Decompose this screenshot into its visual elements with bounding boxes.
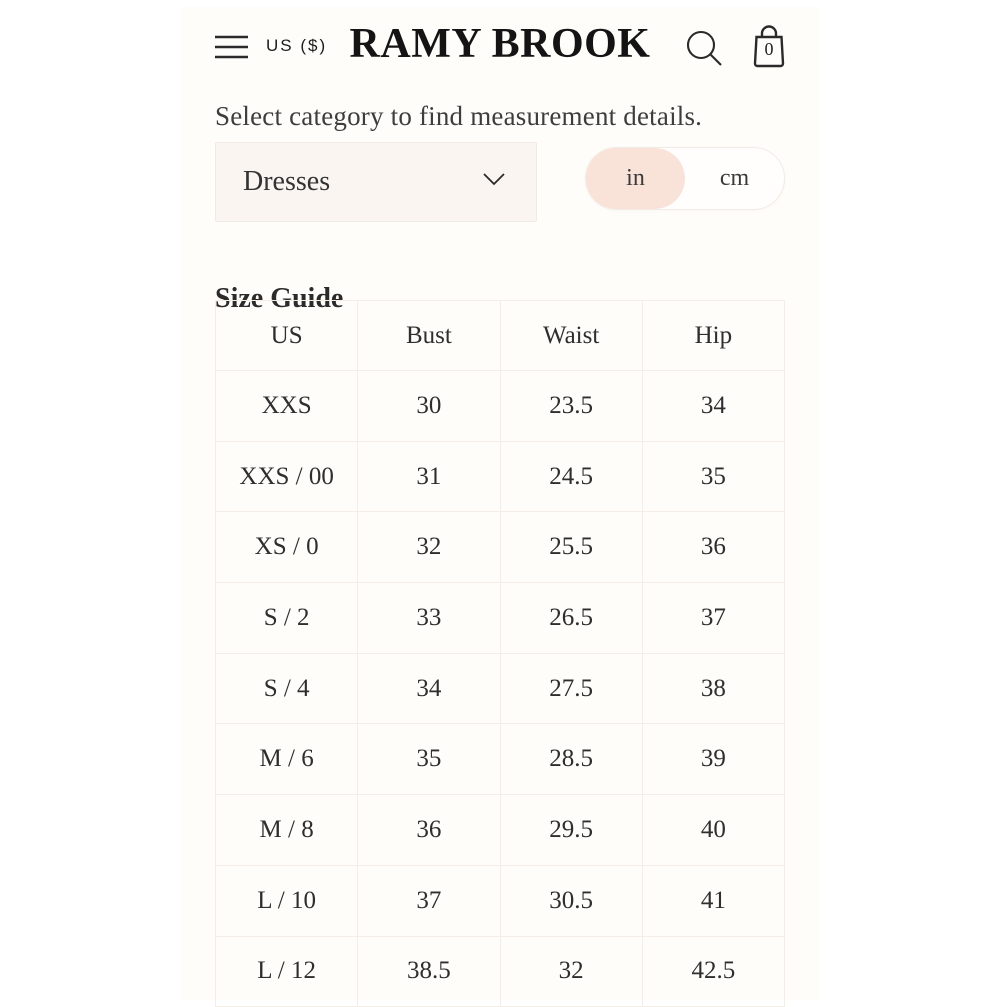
- cart-button[interactable]: [750, 23, 788, 71]
- table-row: [216, 865, 785, 936]
- table-cell: 34: [358, 653, 500, 724]
- search-button[interactable]: [684, 27, 726, 71]
- table-cell: XS / 0: [216, 512, 358, 583]
- hamburger-icon: [214, 48, 249, 63]
- table-cell: 30.5: [500, 865, 642, 936]
- table-cell: L / 12: [216, 936, 358, 1007]
- brand-logo[interactable]: RAMY BROOK: [349, 21, 651, 68]
- unit-option-cm[interactable]: cm: [719, 165, 750, 191]
- table-cell: 39: [642, 724, 784, 795]
- table-cell: 38.5: [358, 936, 500, 1007]
- table-column-header: Bust: [358, 301, 500, 371]
- table-row: [216, 512, 785, 583]
- table-cell: 28.5: [500, 724, 642, 795]
- table-cell: 29.5: [500, 795, 642, 866]
- table-cell: 25.5: [500, 512, 642, 583]
- table-cell: 23.5: [500, 371, 642, 442]
- table-cell: 24.5: [500, 441, 642, 512]
- table-column-header: Hip: [642, 301, 784, 371]
- size-table-head: [216, 301, 785, 371]
- page-viewport: [181, 0, 819, 1000]
- menu-button[interactable]: [214, 34, 249, 60]
- table-cell: 37: [642, 583, 784, 654]
- table-cell: 36: [358, 795, 500, 866]
- intro-text: Select category to find measurement details.: [215, 101, 703, 131]
- site-header: [181, 7, 819, 85]
- table-row: [216, 936, 785, 1007]
- table-cell: 42.5: [642, 936, 784, 1007]
- table-column-header: Waist: [500, 301, 642, 371]
- table-cell: M / 8: [216, 795, 358, 866]
- table-cell: 40: [642, 795, 784, 866]
- top-strip: [181, 0, 819, 7]
- table-cell: 41: [642, 865, 784, 936]
- table-cell: 30: [358, 371, 500, 442]
- category-dropdown-value: Dresses: [243, 166, 331, 197]
- table-header-row: [216, 301, 785, 371]
- table-cell: 31: [358, 441, 500, 512]
- chevron-down-icon: [483, 173, 505, 191]
- size-guide-table: [215, 300, 785, 1007]
- table-cell: 37: [358, 865, 500, 936]
- table-cell: 38: [642, 653, 784, 724]
- search-icon: [684, 59, 726, 74]
- table-cell: 33: [358, 583, 500, 654]
- table-cell: XXS: [216, 371, 358, 442]
- table-row: [216, 441, 785, 512]
- table-cell: M / 6: [216, 724, 358, 795]
- table-cell: 32: [358, 512, 500, 583]
- locale-selector[interactable]: US ($): [260, 35, 333, 57]
- category-dropdown[interactable]: [215, 142, 537, 222]
- table-row: [216, 653, 785, 724]
- table-cell: S / 2: [216, 583, 358, 654]
- table-row: [216, 583, 785, 654]
- table-cell: 34: [642, 371, 784, 442]
- table-cell: 27.5: [500, 653, 642, 724]
- table-row: [216, 724, 785, 795]
- table-cell: 35: [358, 724, 500, 795]
- table-row: [216, 371, 785, 442]
- table-column-header: US: [216, 301, 358, 371]
- table-cell: 26.5: [500, 583, 642, 654]
- table-cell: 36: [642, 512, 784, 583]
- table-cell: XXS / 00: [216, 441, 358, 512]
- table-cell: 32: [500, 936, 642, 1007]
- table-cell: 35: [642, 441, 784, 512]
- size-guide-heading: Size Guide: [215, 283, 344, 315]
- table-cell: S / 4: [216, 653, 358, 724]
- shopping-bag-icon: [750, 59, 788, 74]
- size-table-body: [216, 371, 785, 1007]
- cart-count-badge: 0: [764, 39, 774, 59]
- table-row: [216, 795, 785, 866]
- unit-option-in[interactable]: in: [586, 148, 685, 209]
- table-cell: L / 10: [216, 865, 358, 936]
- unit-toggle: [585, 147, 785, 210]
